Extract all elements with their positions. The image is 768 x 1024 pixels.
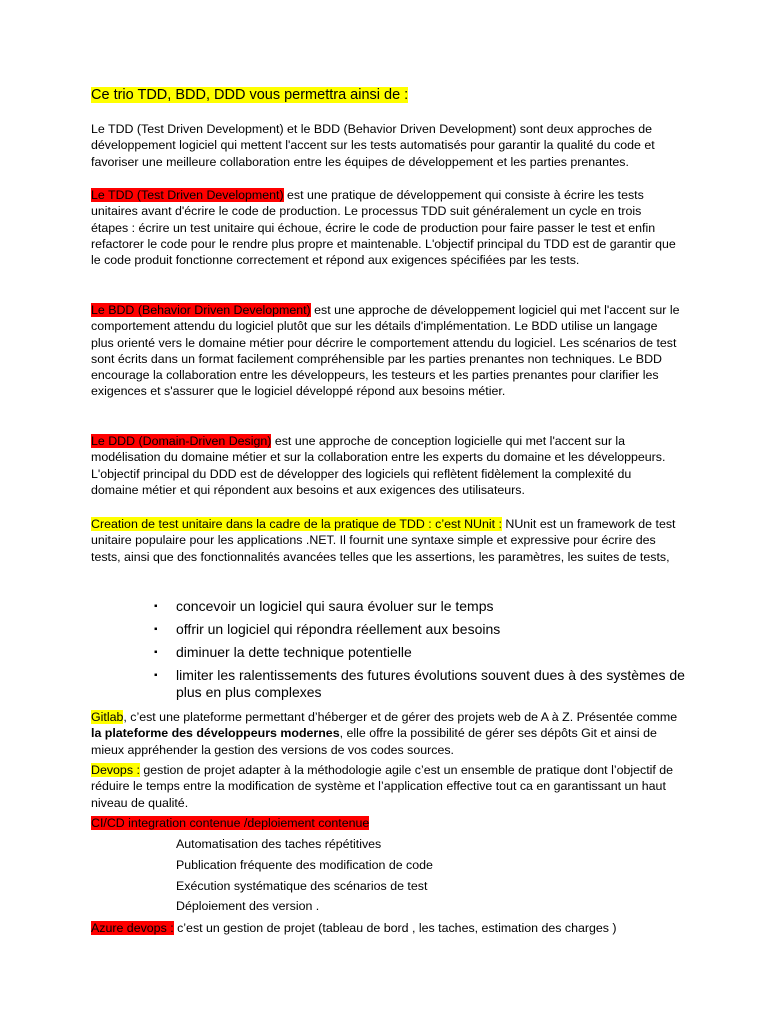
list-item: Publication fréquente des modification de code — [176, 857, 433, 872]
azure-text: c’est un gestion de projet (tableau de bord , les taches, estimation des charges ) — [173, 921, 617, 935]
list-item-text: concevoir un logiciel qui saura évoluer sur le temps — [176, 598, 494, 614]
list-item: Automatisation des taches répétitives — [176, 837, 382, 851]
devops-label: Devops : — [91, 763, 140, 777]
intro-paragraph: Le TDD (Test Driven Development) et le BDD (Behavior Driven Development) sont deux approches de développement logiciel qui mettent l'accent sur les tests automatisés pour garantir la qualité du code et favoriser une meilleure collaboration entre les équipes de développement et les parties prenantes. — [91, 122, 655, 169]
page-title — [91, 86, 408, 104]
azure-label: Azure devops : — [91, 921, 174, 935]
devops-paragraph — [91, 762, 681, 811]
list-item — [152, 621, 692, 638]
bullet-icon: ▪ — [154, 624, 158, 635]
bdd-label: Le BDD (Behavior Driven Development) — [91, 303, 311, 317]
bullet-icon: ▪ — [154, 647, 158, 658]
list-item-text: offrir un logiciel qui répondra réellement aux besoins — [176, 621, 501, 637]
list-item: Déploiement des version . — [176, 899, 320, 914]
tdd-label: Le TDD (Test Driven Development) — [91, 188, 284, 202]
ddd-paragraph — [91, 433, 681, 498]
azure-paragraph — [91, 920, 681, 936]
benefits-list — [152, 598, 692, 707]
list-item: Exécution systématique des scénarios de test — [176, 878, 428, 893]
list-item-text: limiter les ralentissements des futures évolutions souvent dues à des systèmes de plus en plus complexes — [176, 667, 685, 700]
nunit-label: Creation de test unitaire dans la cadre de la pratique de TDD : c’est NUnit : — [91, 517, 502, 531]
bdd-paragraph — [91, 302, 681, 400]
tdd-paragraph — [91, 187, 681, 268]
nunit-paragraph — [91, 516, 681, 565]
ddd-text: est une approche de conception logicielle qui met l'accent sur la modélisation du domaine métier et sur la collaboration entre les experts du domaine et les développeurs. L'objectif principal du DDD est de développer des logiciels qui reflètent fidèlement la complexité du domaine métier et qui répondent aux besoins et aux exigences des utilisateurs. — [91, 434, 666, 497]
title-highlight: Ce trio TDD, BDD, DDD vous permettra ainsi de : — [91, 87, 409, 103]
tdd-text: est une pratique de développement qui consiste à écrire les tests unitaires avant d'écrire le code de production. Le processus TDD suit généralement un cycle en trois étapes : écrire un test unitaire qui échoue, écrire le code de production pour faire passer le test et enfin refactorer le code pour le rendre plus propre et maintenable. L'objectif principal du TDD est de garantir que le code produit fonctionne correctement et répond aux exigences spécifiées par les tests. — [91, 188, 676, 268]
bullet-icon: ▪ — [154, 601, 158, 612]
gitlab-text-2: , elle offre la possibilité de gérer ses dépôts Git et ainsi de mieux appréhender la gestion des versions de vos codes sources. — [91, 726, 657, 757]
devops-text: gestion de projet adapter à la méthodologie agile c’est un ensemble de pratique dont l’objectif de réduire le temps entre la modification de système et l’application effective tout ca en garantissant un haut niveau de qualité. — [91, 763, 674, 810]
list-item — [152, 667, 692, 701]
ddd-label: Le DDD (Domain-Driven Design) — [91, 434, 272, 448]
cicd-label: CI/CD integration contenue /deploiement contenue — [91, 816, 370, 830]
cicd-list — [176, 836, 576, 919]
list-item — [152, 644, 692, 661]
nunit-text: NUnit est un framework de test unitaire populaire pour les applications .NET. Il fournit une syntaxe simple et expressive pour écrire des tests, ainsi que des fonctionnalités avancées telles que les assertions, les paramètres, les suites de tests, — [91, 517, 676, 564]
gitlab-text-1: , c’est une plateforme permettant d’héberger et de gérer des projets web de A à Z. Présentée comme — [123, 710, 678, 724]
gitlab-bold-text: la plateforme des développeurs modernes — [91, 726, 340, 741]
gitlab-label: Gitlab — [91, 710, 124, 724]
cicd-heading — [91, 815, 681, 831]
list-item — [152, 598, 692, 615]
bdd-text: est une approche de développement logiciel qui met l'accent sur le comportement attendu du logiciel plutôt que sur les détails d'implémentation. Le BDD utilise un langage plus orienté vers le domaine métier pour décrire le comportement attendu du logiciel. Les scénarios de test sont écrits dans un format facilement compréhensible par les parties prenantes non techniques. Le BDD encourage la collaboration entre les développeurs, les testeurs et les parties prenantes pour clarifier les exigences et s'assurer que le logiciel développé répond aux besoins métier. — [91, 303, 680, 399]
bullet-icon: ▪ — [154, 670, 158, 681]
gitlab-paragraph — [91, 709, 681, 758]
list-item-text: diminuer la dette technique potentielle — [176, 644, 412, 660]
